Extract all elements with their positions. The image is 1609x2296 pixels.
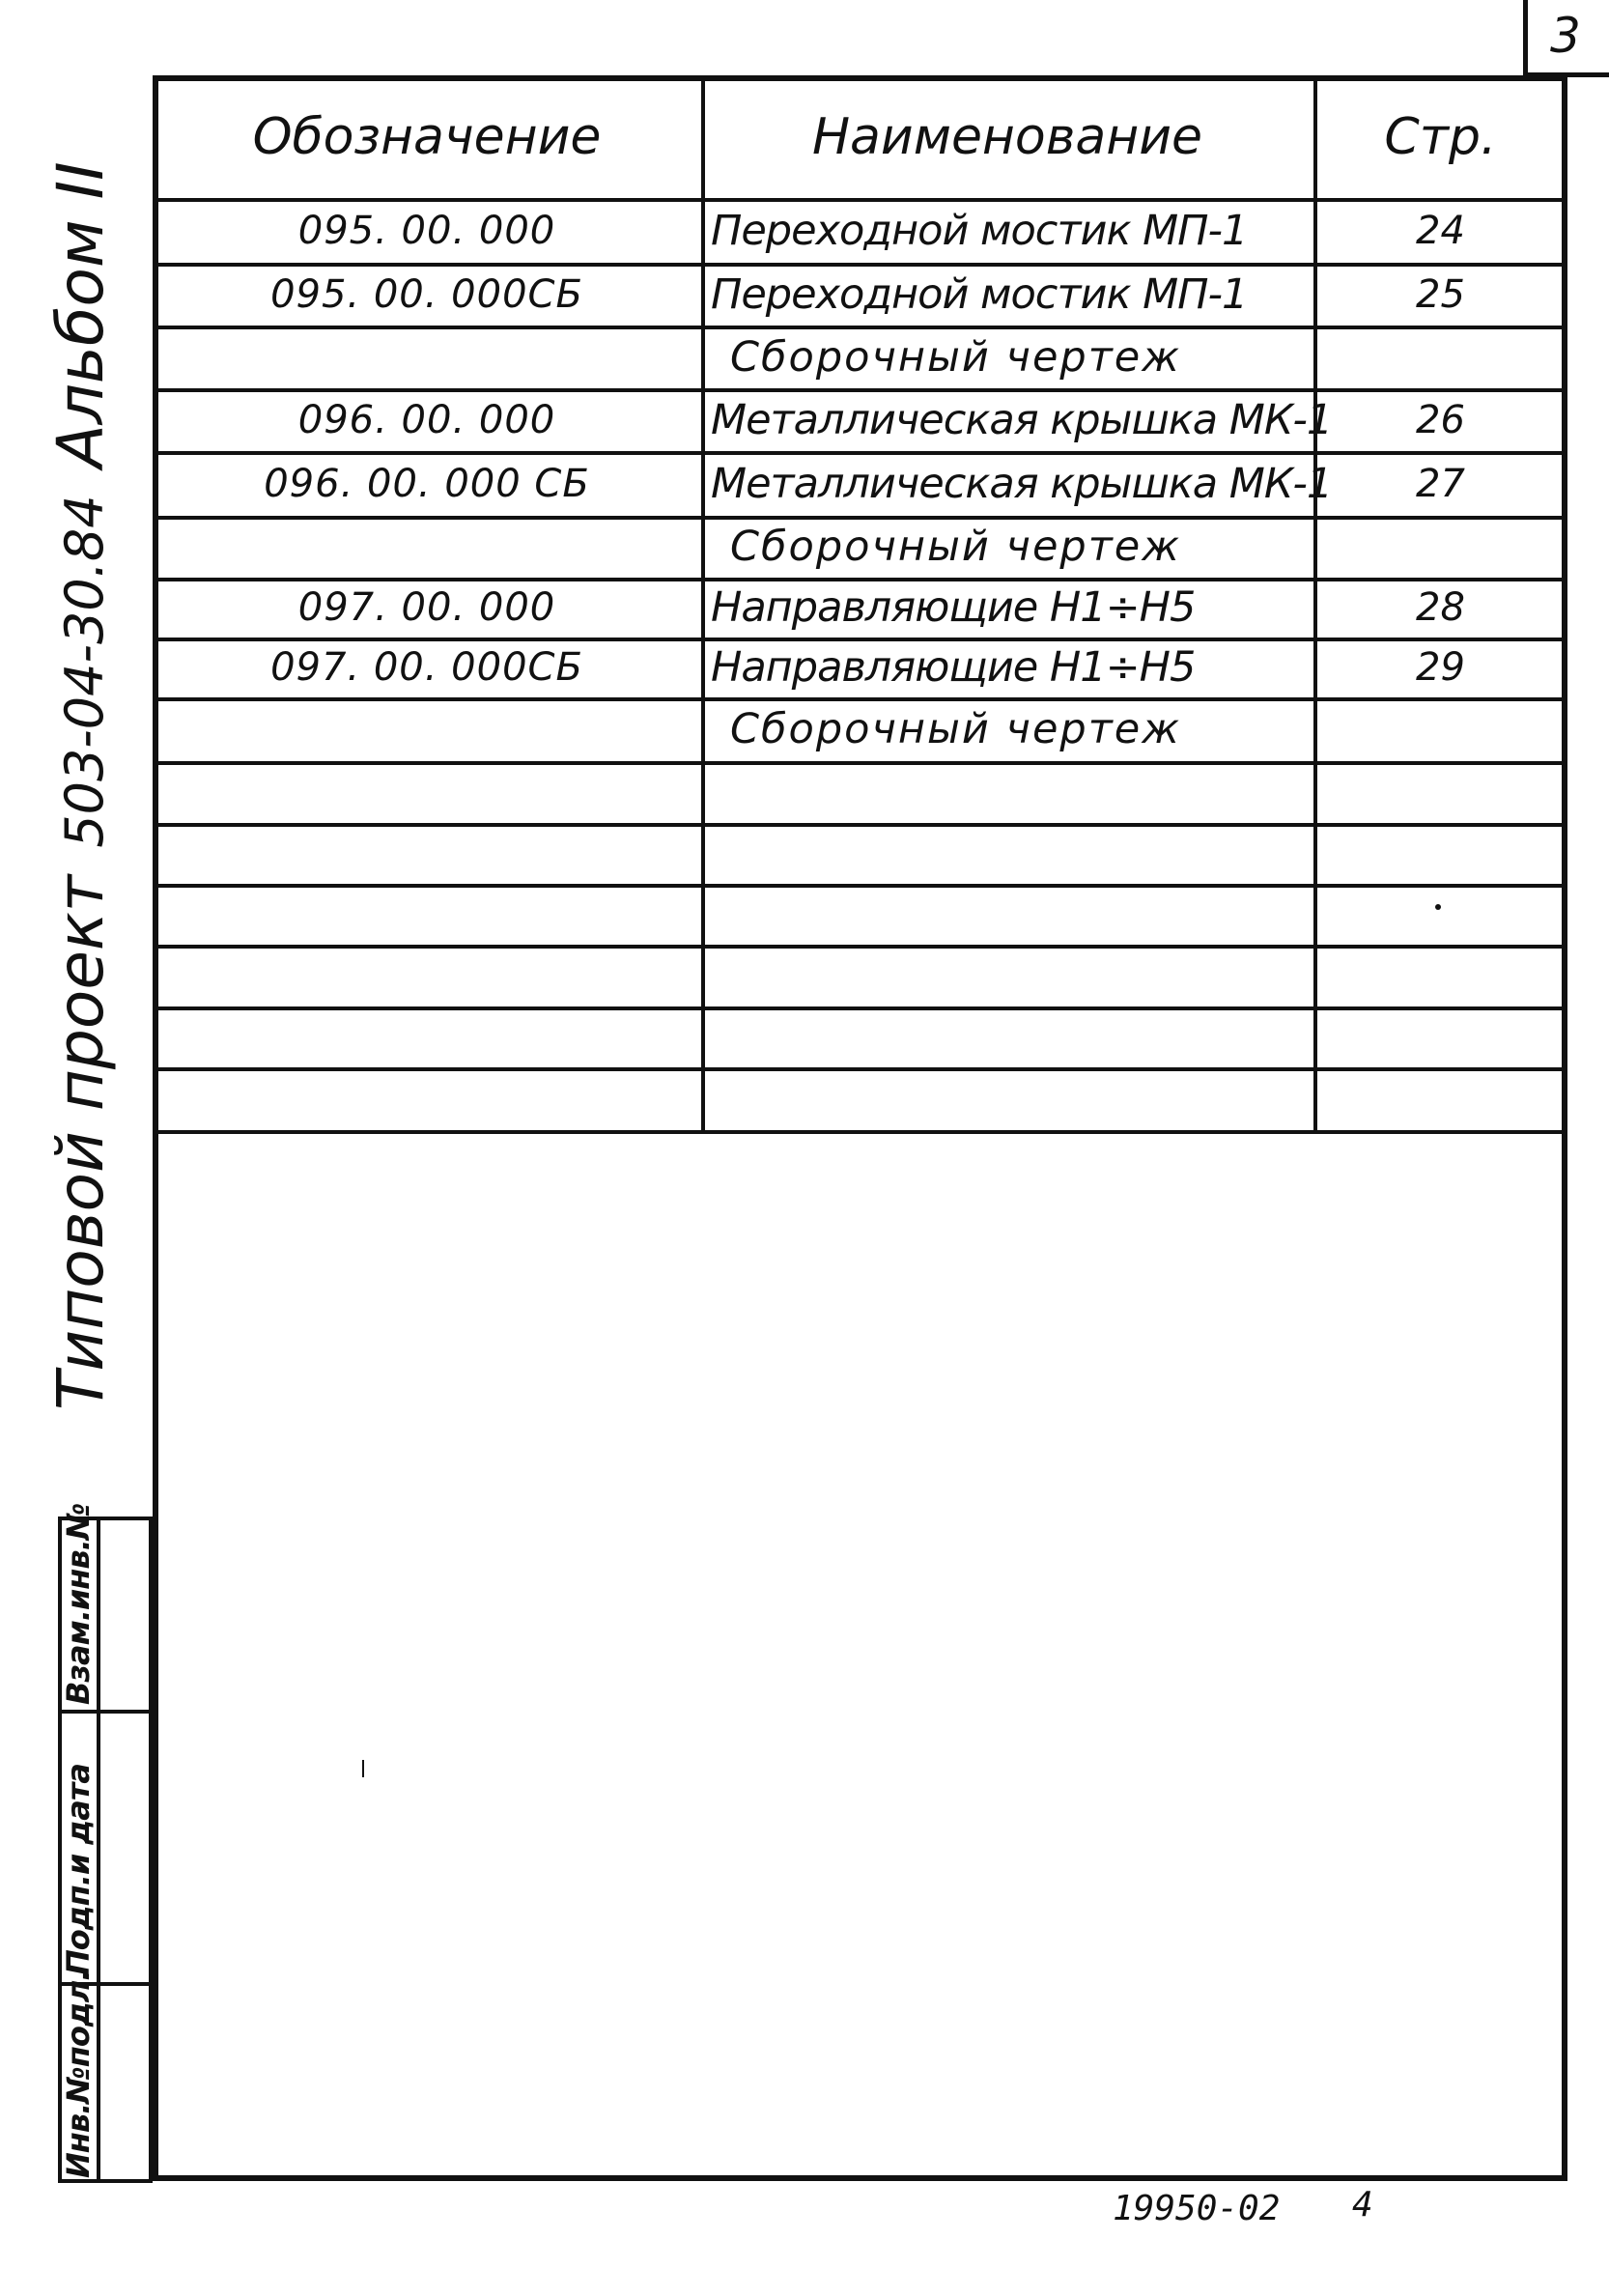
row-page bbox=[1313, 823, 1567, 884]
row-designation bbox=[153, 326, 701, 388]
footer-document-code: 19950-02 bbox=[1113, 2189, 1281, 2228]
row-name: Металлическая крышка МК-1 bbox=[711, 395, 1333, 444]
row-designation: 095. 00. 000СБ bbox=[270, 271, 583, 317]
row-designation: 096. 00. 000 СБ bbox=[264, 461, 590, 506]
row-name: Переходной мостик МП-1 bbox=[711, 206, 1248, 255]
row-page bbox=[1313, 326, 1567, 388]
row-name bbox=[701, 823, 1323, 884]
row-name: Сборочный чертеж bbox=[730, 523, 1181, 571]
project-code: 503-04-30.84 bbox=[54, 495, 115, 848]
row-designation bbox=[153, 697, 701, 761]
row-designation: 095. 00. 000 bbox=[297, 208, 556, 253]
row-name: Направляющие Н1÷Н5 bbox=[711, 643, 1196, 692]
row-name: Переходной мостик МП-1 bbox=[711, 269, 1248, 319]
row-designation bbox=[153, 884, 701, 945]
column-header-name: Наименование bbox=[811, 107, 1203, 166]
row-page bbox=[1313, 697, 1567, 761]
row-page bbox=[1313, 884, 1567, 945]
row-page: 29 bbox=[1416, 645, 1465, 690]
row-name: Металлическая крышка МК-1 bbox=[711, 459, 1333, 508]
side-title-end: Альбом II bbox=[43, 161, 118, 468]
column-header-designation: Обозначение bbox=[252, 107, 602, 166]
row-name: Сборочный чертеж bbox=[730, 705, 1181, 753]
row-page: 26 bbox=[1416, 397, 1465, 442]
stamp-inventory: Инв.№подл. bbox=[60, 1970, 97, 2178]
row-name: Направляющие Н1÷Н5 bbox=[711, 583, 1196, 632]
row-designation bbox=[153, 1006, 701, 1067]
row-name bbox=[701, 761, 1323, 823]
row-designation bbox=[153, 823, 701, 884]
row-designation bbox=[153, 1067, 701, 1130]
stamp-vertical-divider bbox=[97, 1516, 100, 2183]
stray-tick bbox=[362, 1760, 364, 1777]
row-name: Сборочный чертеж bbox=[730, 332, 1181, 382]
row-page bbox=[1313, 761, 1567, 823]
row-name bbox=[701, 945, 1323, 1006]
row-name bbox=[701, 1006, 1323, 1067]
row-designation: 096. 00. 000 bbox=[297, 397, 556, 442]
page-number: 3 bbox=[1550, 8, 1581, 64]
row-page: 25 bbox=[1416, 271, 1465, 317]
row-page: 28 bbox=[1416, 585, 1465, 630]
row-designation bbox=[153, 945, 701, 1006]
row-page: 27 bbox=[1416, 461, 1465, 506]
row-page bbox=[1313, 1006, 1567, 1067]
stamp-replace-inventory: Взам.инв.№ bbox=[60, 1503, 97, 1705]
stamp-signature-date: Подп.и дата bbox=[60, 1763, 97, 1975]
row-designation: 097. 00. 000 bbox=[297, 585, 556, 630]
footer-sheet-number: 4 bbox=[1352, 2185, 1373, 2225]
row-page bbox=[1313, 1067, 1567, 1130]
side-title bbox=[43, 161, 118, 1410]
row-page: 24 bbox=[1416, 208, 1465, 253]
row-name bbox=[701, 1067, 1323, 1130]
stamp-divider bbox=[58, 1710, 153, 1714]
row-page bbox=[1313, 516, 1567, 578]
row-page bbox=[1313, 945, 1567, 1006]
row-name bbox=[701, 884, 1323, 945]
table-row-line bbox=[153, 1130, 1567, 1134]
column-header-page: Стр. bbox=[1384, 107, 1497, 166]
side-title-start: Типовой проект bbox=[43, 874, 118, 1410]
row-designation: 097. 00. 000СБ bbox=[270, 645, 583, 690]
row-designation bbox=[153, 516, 701, 578]
row-designation bbox=[153, 761, 701, 823]
